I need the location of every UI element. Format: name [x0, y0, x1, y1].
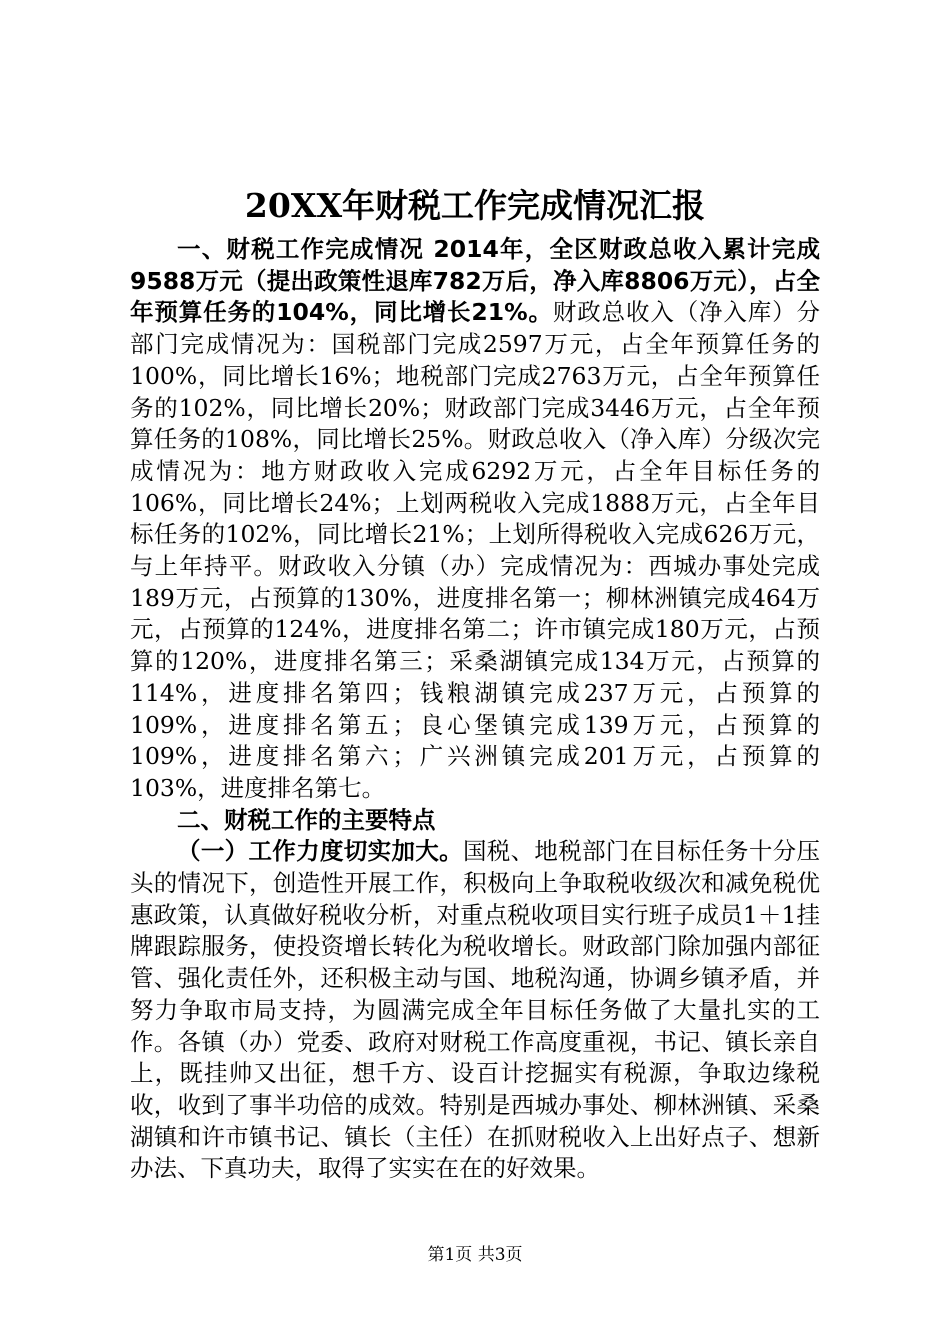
section-2-heading: 二、财税工作的主要特点: [177, 805, 436, 834]
section-2-sub-1-text: 国税、地税部门在目标任务十分压头的情况下，创造性开展工作，积极向上争取税收级次和减免税优惠政策，认真做好税收分析，对重点税收项目实行班子成员1＋1挂牌跟踪服务，使投资增长转化为税收增长。财政部门除加强内部征管、强化责任外，还积极主动与国、地税沟通，协调乡镇矛盾，并努力争取市局支持，为圆满完成全年目标任务做了大量扎实的工作。各镇（办）党委、政府对财税工作高度重视，书记、镇长亲自上，既挂帅又出征，想千方、设百计挖掘实有税源，争取边缘税收，收到了事半功倍的成效。特别是西城办事处、柳林洲镇、采桑湖镇和许市镇书记、镇长（主任）在抓财税收入上出好点子、想新办法、下真功夫，取得了实实在在的好效果。: [130, 837, 821, 1183]
section-1-paragraph: [130, 234, 820, 805]
document-title: 20XX年财税工作完成情况汇报: [244, 186, 706, 225]
document-body: [130, 234, 820, 1185]
section-2-sub-1-lead: （一）工作力度切实加大。: [177, 837, 463, 866]
section-1-text: 财政总收入（净入库）分部门完成情况为：国税部门完成2597万元，占全年预算任务的100%，同比增长16%；地税部门完成2763万元，占全年预算任务的102%，同比增长20%；财政部门完成3446万元，占全年预算任务的108%，同比增长25%。财政总收入（净入库）分级次完成情况为：地方财政收入完成6292万元，占全年目标任务的106%，同比增长24%；上划两税收入完成1888万元，占全年目标任务的102%，同比增长21%；上划所得税收入完成626万元，与上年持平。财政收入分镇（办）完成情况为：西城办事处完成189万元，占预算的130%，进度排名第一；柳林洲镇完成464万元，占预算的124%，进度排名第二；许市镇完成180万元，占预算的120%，进度排名第三；采桑湖镇完成134万元，占预算的114%，进度排名第四；钱粮湖镇完成237万元，占预算的109%，进度排名第五；良心堡镇完成139万元，占预算的109%，进度排名第六；广兴洲镇完成201万元，占预算的103%，进度排名第七。: [130, 298, 820, 802]
page-number-footer: 第1页 共3页: [427, 1245, 523, 1265]
section-2-sub-1-paragraph: [130, 836, 820, 1185]
section-1-lead: 一、财税工作完成情况 2014年，全区财政总收入累计完成9588万元（提出政策性退库782万后，净入库8806万元），占全年预算任务的104%，同比增长21%。: [130, 235, 820, 327]
